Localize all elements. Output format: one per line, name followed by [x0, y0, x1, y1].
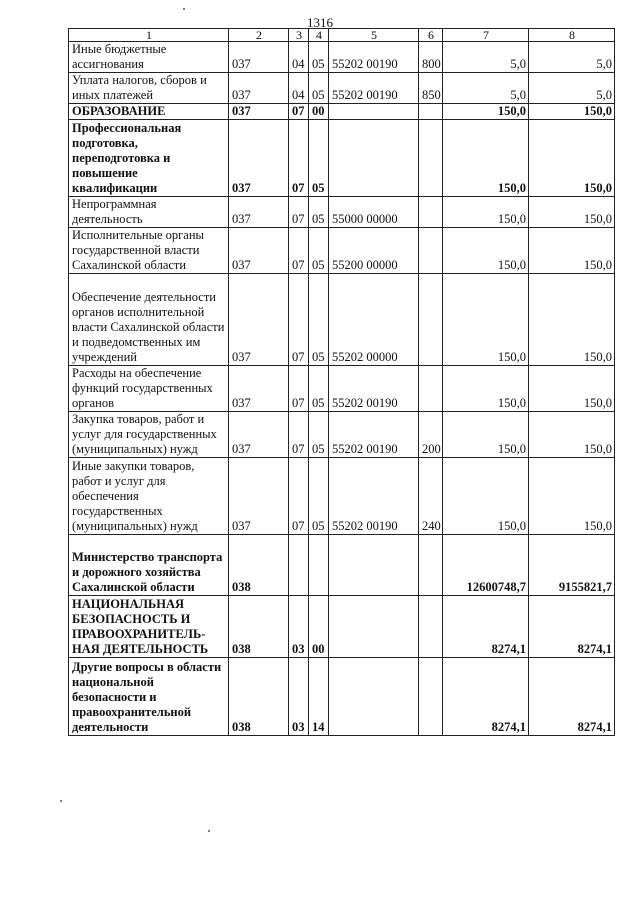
row-name: Закупка товаров, работ и услуг для государственных (муниципальных) нужд: [69, 412, 229, 458]
row-section: [289, 535, 309, 596]
row-subsection: 05: [309, 412, 329, 458]
row-amount-year-1: 5,0: [443, 73, 529, 104]
table-row: [69, 535, 615, 596]
column-header: 7: [443, 29, 529, 42]
table-row: [69, 596, 615, 658]
table-row: [69, 120, 615, 197]
row-subsection: 05: [309, 120, 329, 197]
column-header: 8: [529, 29, 615, 42]
row-amount-year-1: 8274,1: [443, 596, 529, 658]
row-amount-year-2: 150,0: [529, 412, 615, 458]
row-admin-code: 037: [229, 412, 289, 458]
row-expense-type: [419, 120, 443, 197]
row-name: Непрограммная деятельность: [69, 197, 229, 228]
column-header: 2: [229, 29, 289, 42]
row-subsection: 05: [309, 197, 329, 228]
row-section: 07: [289, 104, 309, 120]
row-subsection: 05: [309, 366, 329, 412]
column-number-row: [69, 29, 615, 42]
row-subsection: 00: [309, 104, 329, 120]
row-amount-year-2: 8274,1: [529, 596, 615, 658]
row-name: Профессиональная подготовка, переподготовка и повышение квалификации: [69, 120, 229, 197]
row-section: 07: [289, 458, 309, 535]
row-target-article: 55000 00000: [329, 197, 419, 228]
row-section: 04: [289, 42, 309, 73]
row-amount-year-2: 150,0: [529, 458, 615, 535]
row-subsection: 00: [309, 596, 329, 658]
row-target-article: 55202 00190: [329, 366, 419, 412]
row-admin-code: 037: [229, 42, 289, 73]
row-amount-year-1: 8274,1: [443, 658, 529, 736]
row-expense-type: 200: [419, 412, 443, 458]
row-expense-type: 240: [419, 458, 443, 535]
row-subsection: 05: [309, 458, 329, 535]
row-expense-type: [419, 596, 443, 658]
row-name: ОБРАЗОВАНИЕ: [69, 104, 229, 120]
column-header: 1: [69, 29, 229, 42]
row-amount-year-2: 150,0: [529, 274, 615, 366]
row-amount-year-1: 12600748,7: [443, 535, 529, 596]
row-amount-year-2: 150,0: [529, 104, 615, 120]
row-name: Расходы на обеспечение функций государственных органов: [69, 366, 229, 412]
row-amount-year-2: 150,0: [529, 197, 615, 228]
row-amount-year-2: 150,0: [529, 120, 615, 197]
row-section: 07: [289, 120, 309, 197]
row-target-article: 55202 00190: [329, 42, 419, 73]
row-admin-code: 038: [229, 535, 289, 596]
table-row: [69, 197, 615, 228]
row-name: Другие вопросы в области национальной безопасности и правоохранительной деятельности: [69, 658, 229, 736]
row-expense-type: [419, 658, 443, 736]
row-expense-type: [419, 197, 443, 228]
row-section: 07: [289, 366, 309, 412]
row-section: 07: [289, 274, 309, 366]
row-target-article: 55202 00190: [329, 73, 419, 104]
row-expense-type: 850: [419, 73, 443, 104]
scan-speck: [60, 800, 62, 802]
row-target-article: [329, 104, 419, 120]
column-header: 3: [289, 29, 309, 42]
row-admin-code: 037: [229, 120, 289, 197]
row-section: 03: [289, 596, 309, 658]
column-header: 5: [329, 29, 419, 42]
table-row: [69, 73, 615, 104]
table-row: [69, 274, 615, 366]
row-target-article: 55200 00000: [329, 228, 419, 274]
row-amount-year-1: 150,0: [443, 197, 529, 228]
row-subsection: 05: [309, 228, 329, 274]
row-target-article: [329, 535, 419, 596]
scan-speck: [208, 830, 210, 832]
row-admin-code: 037: [229, 197, 289, 228]
table-row: [69, 658, 615, 736]
row-amount-year-1: 150,0: [443, 274, 529, 366]
row-section: 07: [289, 412, 309, 458]
row-amount-year-1: 150,0: [443, 366, 529, 412]
row-name: Министерство транспорта и дорожного хозяйства Сахалинской области: [69, 535, 229, 596]
row-admin-code: 037: [229, 104, 289, 120]
row-name: НАЦИОНАЛЬНАЯ БЕЗОПАСНОСТЬ И ПРАВООХРАНИТЕЛЬ-НАЯ ДЕЯТЕЛЬНОСТЬ: [69, 596, 229, 658]
row-subsection: [309, 535, 329, 596]
scan-speck: [183, 8, 185, 10]
budget-table: [68, 28, 615, 736]
row-name: Иные бюджетные ассигнования: [69, 42, 229, 73]
row-amount-year-1: 5,0: [443, 42, 529, 73]
row-name: Обеспечение деятельности органов исполнительной власти Сахалинской области и подведомственных им учреждений: [69, 274, 229, 366]
row-section: 03: [289, 658, 309, 736]
row-target-article: 55202 00190: [329, 458, 419, 535]
row-amount-year-1: 150,0: [443, 228, 529, 274]
row-admin-code: 037: [229, 228, 289, 274]
row-amount-year-1: 150,0: [443, 104, 529, 120]
row-name: Уплата налогов, сборов и иных платежей: [69, 73, 229, 104]
table-row: [69, 228, 615, 274]
row-amount-year-2: 5,0: [529, 42, 615, 73]
table-row: [69, 412, 615, 458]
table-row: [69, 366, 615, 412]
row-target-article: [329, 658, 419, 736]
table-row: [69, 42, 615, 73]
row-target-article: 55202 00190: [329, 412, 419, 458]
column-header: 4: [309, 29, 329, 42]
row-target-article: 55202 00000: [329, 274, 419, 366]
row-expense-type: [419, 104, 443, 120]
row-expense-type: [419, 366, 443, 412]
row-expense-type: 800: [419, 42, 443, 73]
row-admin-code: 037: [229, 458, 289, 535]
page-number: 1316: [307, 15, 333, 30]
row-subsection: 05: [309, 42, 329, 73]
row-expense-type: [419, 535, 443, 596]
row-admin-code: 038: [229, 658, 289, 736]
row-target-article: [329, 120, 419, 197]
row-amount-year-2: 150,0: [529, 366, 615, 412]
row-amount-year-1: 150,0: [443, 412, 529, 458]
row-subsection: 05: [309, 73, 329, 104]
row-section: 07: [289, 228, 309, 274]
row-amount-year-2: 8274,1: [529, 658, 615, 736]
row-section: 04: [289, 73, 309, 104]
row-subsection: 05: [309, 274, 329, 366]
row-expense-type: [419, 274, 443, 366]
row-target-article: [329, 596, 419, 658]
table-row: [69, 458, 615, 535]
row-admin-code: 037: [229, 366, 289, 412]
row-amount-year-2: 150,0: [529, 228, 615, 274]
row-amount-year-2: 5,0: [529, 73, 615, 104]
row-subsection: 14: [309, 658, 329, 736]
row-amount-year-1: 150,0: [443, 458, 529, 535]
row-admin-code: 038: [229, 596, 289, 658]
row-name: Иные закупки товаров, работ и услуг для обеспечения государственных (муниципальных) нужд: [69, 458, 229, 535]
row-amount-year-1: 150,0: [443, 120, 529, 197]
table-row: [69, 104, 615, 120]
row-section: 07: [289, 197, 309, 228]
row-admin-code: 037: [229, 73, 289, 104]
row-expense-type: [419, 228, 443, 274]
row-name: Исполнительные органы государственной власти Сахалинской области: [69, 228, 229, 274]
row-admin-code: 037: [229, 274, 289, 366]
column-header: 6: [419, 29, 443, 42]
row-amount-year-2: 9155821,7: [529, 535, 615, 596]
